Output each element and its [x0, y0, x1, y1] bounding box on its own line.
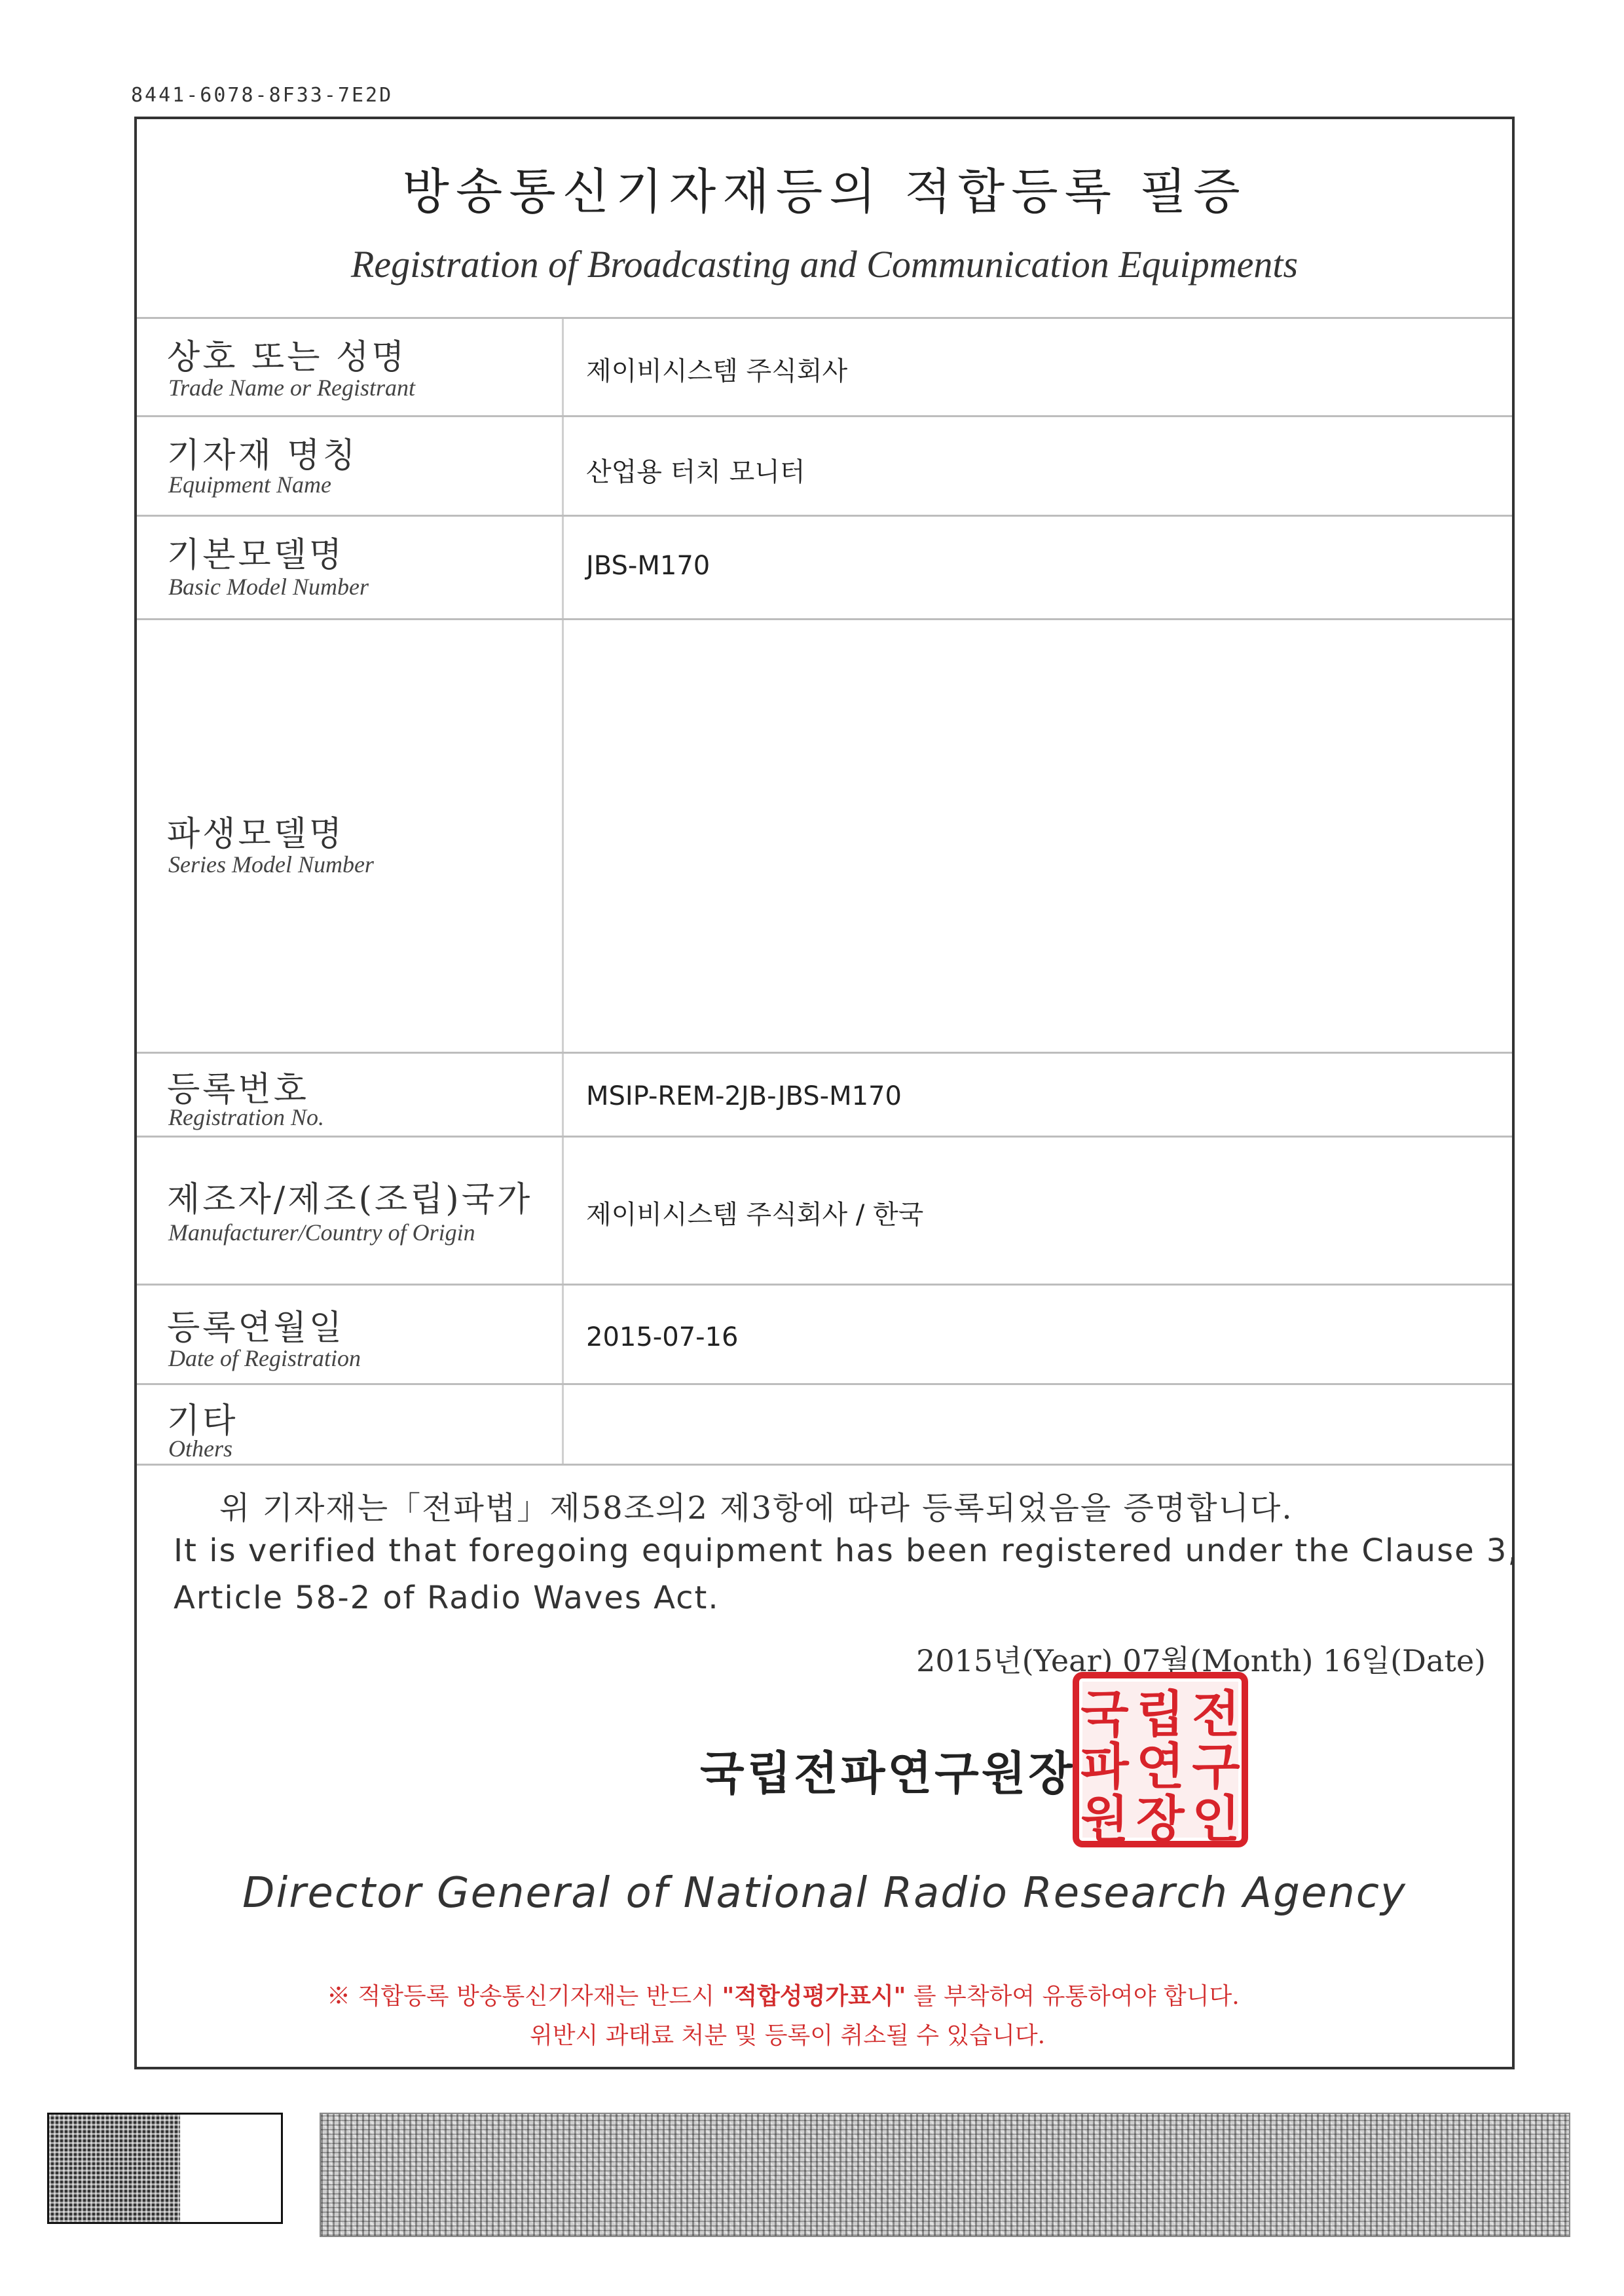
official-seal-stamp	[1072, 1671, 1249, 1848]
label-english: Series Model Number	[168, 851, 374, 878]
security-pattern-strip	[320, 2113, 1570, 2237]
label-english: Registration No.	[168, 1104, 325, 1130]
document-id: 8441-6078-8F33-7E2D	[131, 84, 394, 107]
seal-character: 원	[1080, 1790, 1129, 1848]
seal-character: 구	[1192, 1737, 1240, 1796]
manufacturer-value: 제이비시스템 주식회사 / 한국	[586, 1200, 924, 1230]
seal-character: 연	[1136, 1737, 1185, 1796]
issue-date: 2015년(Year) 07월(Month) 16일(Date)	[916, 1643, 1486, 1678]
table-row-equipment-name	[137, 415, 1512, 515]
notice-text-part1: 적합등록 방송통신기자재는 반드시	[350, 1983, 722, 2010]
label-english: Manufacturer/Country of Origin	[168, 1219, 475, 1246]
row-label-cell	[137, 319, 564, 415]
title-korean: 방송통신기자재등의 적합등록 필증	[402, 164, 1247, 220]
notice-line1	[327, 1978, 1240, 2011]
seal-character: 파	[1080, 1737, 1129, 1796]
basic-model-value: JBS-M170	[586, 551, 710, 581]
label-korean: 파생모델명	[167, 815, 345, 854]
statement-korean: 위 기자재는「전파법」제58조의2 제3항에 따라 등록되었음을 증명합니다.	[219, 1490, 1293, 1527]
table-row-series-model	[137, 618, 1512, 1052]
seal-character: 립	[1136, 1685, 1185, 1743]
label-english: Trade Name or Registrant	[168, 375, 416, 401]
equipment-name-value: 산업용 터치 모니터	[586, 457, 805, 487]
trade-name-value: 제이비시스템 주식회사	[586, 356, 848, 386]
label-korean: 기본모델명	[167, 536, 345, 575]
label-english: Equipment Name	[168, 472, 331, 498]
row-label-cell	[137, 1286, 564, 1383]
label-korean: 등록번호	[167, 1070, 309, 1109]
director-title-english: Director General of National Radio Research Agency	[242, 1869, 1407, 1917]
table-row-registration-no	[137, 1052, 1512, 1136]
seal-character: 국	[1080, 1685, 1129, 1743]
director-title-korean: 국립전파연구원장	[700, 1747, 1075, 1800]
statement-english-line1: It is verified that foregoing equipment has been registered under the Clause 3,	[174, 1532, 1519, 1569]
row-label-cell	[137, 1138, 564, 1284]
title-english: Registration of Broadcasting and Communication Equipments	[350, 243, 1299, 286]
label-korean: 상호 또는 성명	[167, 338, 407, 377]
2d-barcode-box	[47, 2113, 283, 2224]
row-label-cell	[137, 417, 564, 515]
label-korean: 기타	[167, 1401, 238, 1441]
seal-character: 장	[1136, 1790, 1185, 1848]
2d-barcode-pattern	[49, 2115, 180, 2222]
seal-character: 전	[1192, 1685, 1240, 1743]
table-row-trade-name	[137, 317, 1512, 415]
row-label-cell	[137, 517, 564, 618]
notice-line2: 위반시 과태료 처분 및 등록이 취소될 수 있습니다.	[530, 2022, 1046, 2049]
seal-character: 인	[1192, 1790, 1240, 1848]
notice-emphasis: "적합성평가표시"	[722, 1983, 906, 2010]
label-korean: 등록연월일	[167, 1308, 345, 1348]
table-row-manufacturer	[137, 1136, 1512, 1284]
table-row-registration-date	[137, 1284, 1512, 1383]
row-label-cell	[137, 620, 564, 1052]
notice-text-part2: 를 부착하여 유통하여야 합니다.	[906, 1983, 1240, 2010]
label-english: Basic Model Number	[168, 574, 369, 600]
registration-no-value: MSIP-REM-2JB-JBS-M170	[586, 1081, 902, 1111]
row-label-cell	[137, 1054, 564, 1136]
notice-mark: ※	[327, 1983, 351, 2010]
statement-english-line2: Article 58-2 of Radio Waves Act.	[174, 1580, 720, 1616]
label-korean: 제조자/제조(조립)국가	[167, 1180, 533, 1219]
certificate-frame	[134, 117, 1519, 2069]
table-row-basic-model	[137, 515, 1512, 618]
registration-date-value: 2015-07-16	[586, 1322, 739, 1352]
row-label-cell	[137, 1385, 564, 1464]
label-korean: 기자재 명칭	[167, 436, 358, 475]
table-row-others	[137, 1383, 1512, 1466]
label-english: Others	[168, 1435, 232, 1462]
label-english: Date of Registration	[168, 1345, 361, 1371]
